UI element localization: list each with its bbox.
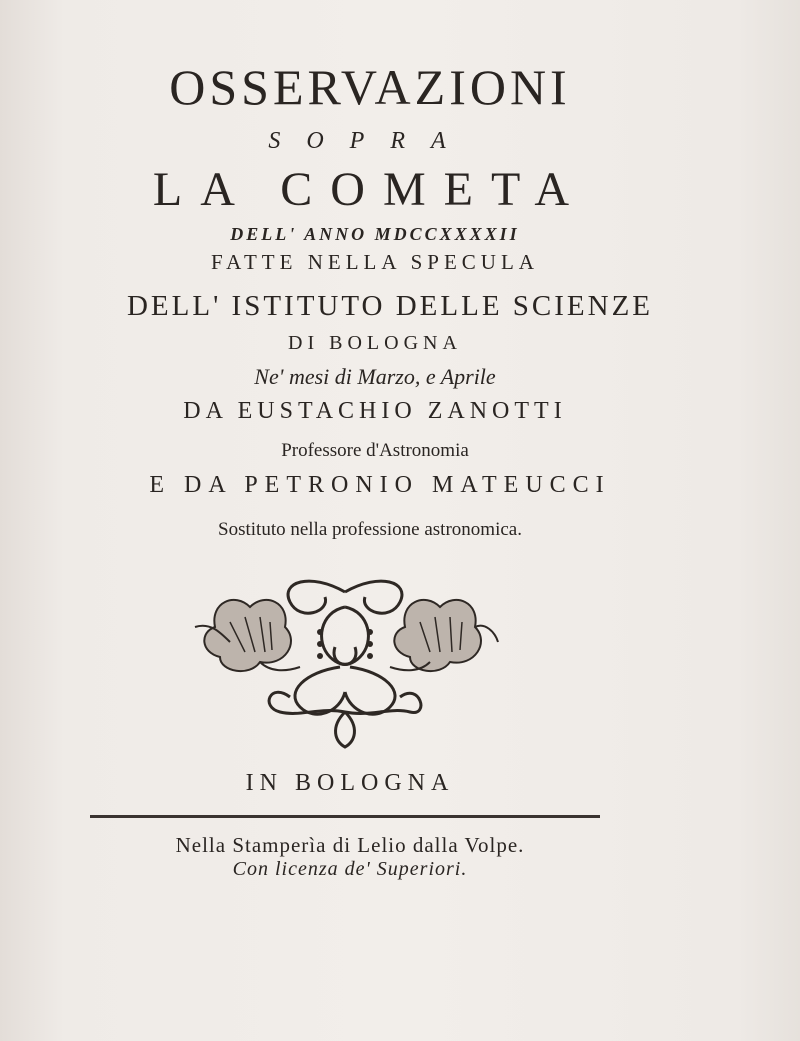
place-line: IN BOLOGNA [245, 770, 455, 796]
license-line: Con licenza de' Superiori. [232, 858, 468, 880]
author1-line: DA EUSTACHIO ZANOTTI [183, 398, 567, 424]
year-line: DELL' ANNO MDCCXXXXII [230, 224, 520, 244]
institute-line: DELL' ISTITUTO DELLE SCIENZE [126, 290, 654, 322]
author2-line: E DA PETRONIO MATEUCCI [149, 472, 611, 498]
floral-ornament-icon [190, 572, 500, 752]
made-in-line: FATTE NELLA SPECULA [211, 250, 539, 274]
sopra-line: SOPRA [268, 128, 472, 154]
book-title: OSSERVAZIONI [169, 59, 571, 115]
author2-role: Sostituto nella professione astronomica. [218, 519, 522, 540]
city-line: DI BOLOGNA [288, 332, 462, 354]
subject-line: LA COMETA [152, 163, 588, 216]
horizontal-rule [90, 815, 600, 818]
printer-line: Nella Stamperìa di Lelio dalla Volpe. [175, 833, 525, 857]
author1-role: Professore d'Astronomia [281, 440, 469, 461]
months-line: Ne' mesi di Marzo, e Aprile [254, 364, 496, 389]
